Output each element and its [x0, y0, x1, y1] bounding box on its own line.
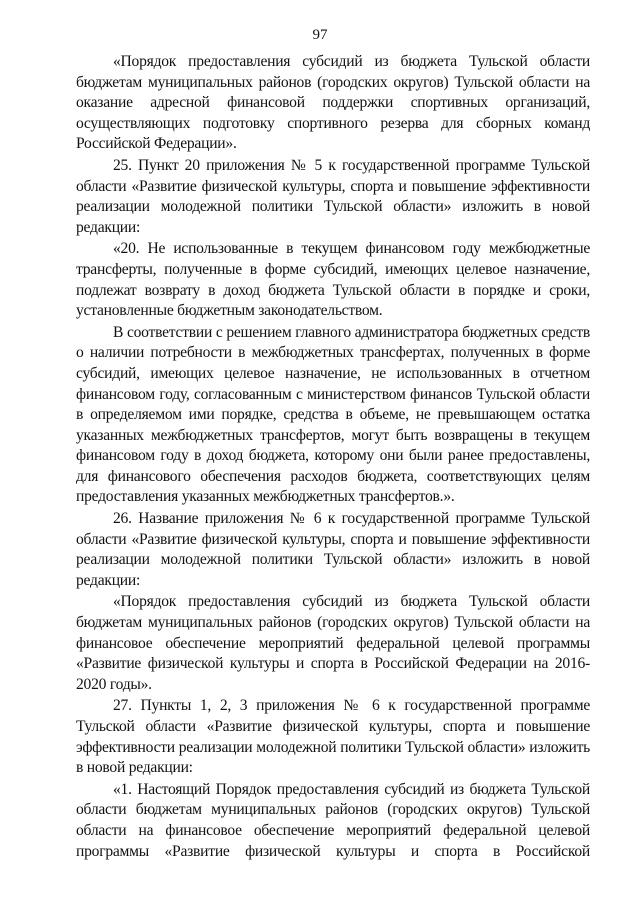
paragraph-appendix-6-title: «Порядок предоставления субсидий из бюджета Тульской области бюджетам муниципальных районов (городских округов) Тульской области на финансовое обеспечение мероприятий федеральной целевой программы «Развитие физической культуры и спорта в Российской Федерации на 2016-2020 годы». — [76, 593, 590, 693]
document-body — [76, 52, 590, 862]
paragraph-point-1: «1. Настоящий Порядок предоставления субсидий из бюджета Тульской области бюджетам муниципальных районов (городских округов) Тульской области на финансовое обеспечение мероприятий федеральной целевой программы «Развитие физической культуры и спорта в Российской — [76, 780, 590, 860]
paragraph-subsidy-order-title: «Порядок предоставления субсидий из бюджета Тульской области бюджетам муниципальных районов (городских округов) Тульской области на оказание адресной финансовой поддержки спортивных организаций, осуществляющих подготовку спортивного резерва для сборных команд Российской Федерации». — [76, 53, 590, 153]
paragraph-item-25: 25. Пункт 20 приложения № 5 к государственной программе Тульской области «Развитие физической культуры, спорта и повышение эффективности реализации молодежной политики Тульской области» изложить в новой редакции: — [76, 156, 590, 236]
paragraph-item-26: 26. Название приложения № 6 к государственной программе Тульской области «Развитие физической культуры, спорта и повышение эффективности реализации молодежной политики Тульской области» изложить в новой редакции: — [76, 510, 590, 589]
paragraph-item-27: 27. Пункты 1, 2, 3 приложения № 6 к государственной программе Тульской области «Развитие физической культуры, спорта и повышение эффективности реализации молодежной политики Тульской области» изложить в новой редакции: — [76, 697, 590, 777]
paragraph-return-of-funds: В соответствии с решением главного администратора бюджетных средств о наличии потребности в межбюджетных трансфертах, полученных в форме субсидий, имеющих целевое назначение, не использованных в отчетном финансовом году, согласованным с министерством финансов Тульской области в определяемом ими порядке, средства в объеме, не превышающем остатка указанных межбюджетных трансфертов, могут быть возвращены в текущем финансовом году в доход бюджета, которому они были ранее предоставлены, для финансового обеспечения расходов бюджета, соответствующих целям предоставления указанных межбюджетных трансфертов.». — [76, 323, 590, 506]
paragraph-point-20: «20. Не использованные в текущем финансовом году межбюджетные трансферты, полученные в форме субсидий, имеющих целевое назначение, подлежат возврату в доход бюджета Тульской области в порядке и сроки, установленные бюджетным законодательством. — [76, 240, 590, 320]
page-number: 97 — [312, 27, 328, 43]
